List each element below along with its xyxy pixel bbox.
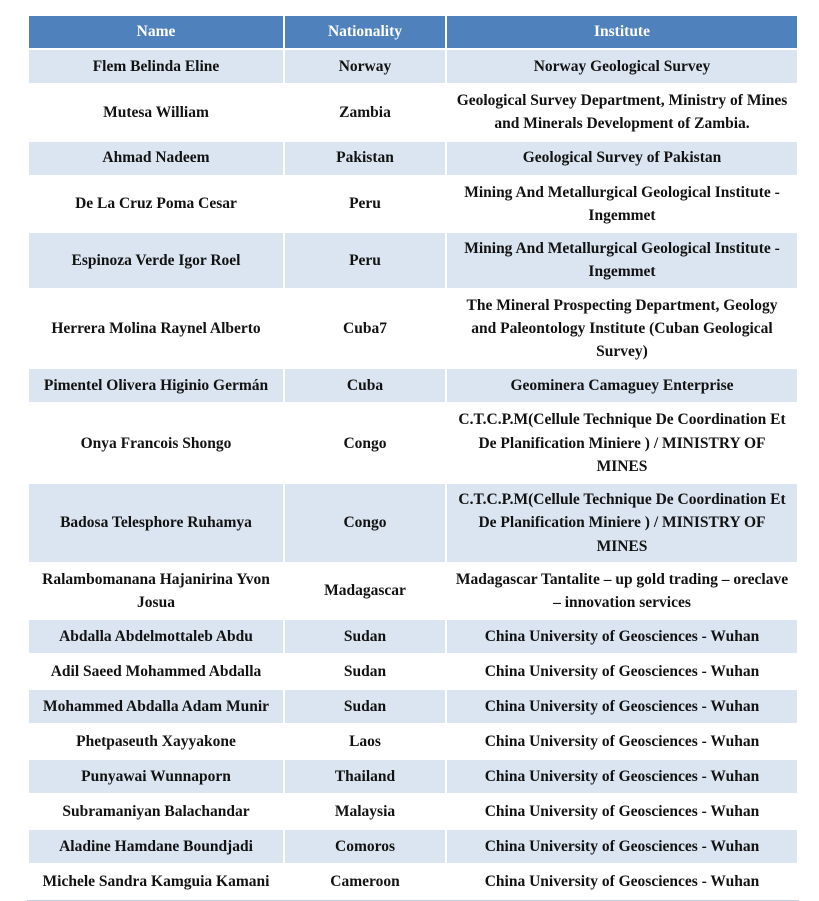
cell-name: Abdalla Abdelmottaleb Abdu — [29, 620, 283, 653]
cell-name: Aladine Hamdane Boundjadi — [29, 830, 283, 863]
table-row — [29, 655, 797, 688]
table-row — [29, 142, 797, 175]
cell-nationality: Thailand — [285, 760, 445, 793]
cell-name: Phetpaseuth Xayyakone — [29, 725, 283, 758]
cell-nationality: Madagascar — [285, 564, 445, 619]
table-row — [29, 233, 797, 288]
table-body — [29, 50, 797, 898]
table-row — [29, 484, 797, 562]
cell-institute: Geological Survey of Pakistan — [447, 142, 797, 175]
cell-name: Michele Sandra Kamguia Kamani — [29, 865, 283, 898]
cell-name: Adil Saeed Mohammed Abdalla — [29, 655, 283, 688]
cell-nationality: Peru — [285, 177, 445, 232]
cell-nationality: Cuba — [285, 369, 445, 402]
table-row — [29, 830, 797, 863]
table-row — [29, 690, 797, 723]
cell-institute: C.T.C.P.M(Cellule Technique De Coordination Et De Planification Miniere ) / MINISTRY OF MINES — [447, 404, 797, 482]
cell-institute: China University of Geosciences - Wuhan — [447, 655, 797, 688]
participants-table — [27, 14, 799, 901]
cell-nationality: Malaysia — [285, 795, 445, 828]
table-row — [29, 760, 797, 793]
cell-name: Espinoza Verde Igor Roel — [29, 233, 283, 288]
cell-institute: Mining And Metallurgical Geological Institute - Ingemmet — [447, 233, 797, 288]
table-row — [29, 177, 797, 232]
cell-institute: China University of Geosciences - Wuhan — [447, 725, 797, 758]
cell-nationality: Sudan — [285, 620, 445, 653]
cell-nationality: Laos — [285, 725, 445, 758]
cell-nationality: Cuba7 — [285, 290, 445, 368]
column-header-name: Name — [29, 16, 283, 48]
cell-institute: The Mineral Prospecting Department, Geology and Paleontology Institute (Cuban Geological Survey) — [447, 290, 797, 368]
cell-name: Flem Belinda Eline — [29, 50, 283, 83]
column-header-nationality: Nationality — [285, 16, 445, 48]
table-header — [29, 16, 797, 48]
cell-nationality: Congo — [285, 404, 445, 482]
cell-name: Herrera Molina Raynel Alberto — [29, 290, 283, 368]
table-row — [29, 290, 797, 368]
cell-name: De La Cruz Poma Cesar — [29, 177, 283, 232]
header-row — [29, 16, 797, 48]
cell-name: Mutesa William — [29, 85, 283, 140]
cell-name: Punyawai Wunnaporn — [29, 760, 283, 793]
table-row — [29, 564, 797, 619]
cell-name: Ahmad Nadeem — [29, 142, 283, 175]
table-row — [29, 85, 797, 140]
cell-nationality: Comoros — [285, 830, 445, 863]
cell-institute: China University of Geosciences - Wuhan — [447, 830, 797, 863]
table-row — [29, 620, 797, 653]
cell-name: Badosa Telesphore Ruhamya — [29, 484, 283, 562]
cell-nationality: Pakistan — [285, 142, 445, 175]
cell-nationality: Norway — [285, 50, 445, 83]
cell-institute: Norway Geological Survey — [447, 50, 797, 83]
table-row — [29, 865, 797, 898]
column-header-institute: Institute — [447, 16, 797, 48]
cell-institute: C.T.C.P.M(Cellule Technique De Coordination Et De Planification Miniere ) / MINISTRY OF MINES — [447, 484, 797, 562]
cell-institute: China University of Geosciences - Wuhan — [447, 795, 797, 828]
cell-nationality: Cameroon — [285, 865, 445, 898]
cell-name: Mohammed Abdalla Adam Munir — [29, 690, 283, 723]
table-row — [29, 50, 797, 83]
cell-name: Pimentel Olivera Higinio Germán — [29, 369, 283, 402]
cell-nationality: Zambia — [285, 85, 445, 140]
table-row — [29, 404, 797, 482]
cell-nationality: Sudan — [285, 655, 445, 688]
cell-institute: Mining And Metallurgical Geological Institute - Ingemmet — [447, 177, 797, 232]
cell-nationality: Sudan — [285, 690, 445, 723]
cell-nationality: Peru — [285, 233, 445, 288]
table-row — [29, 369, 797, 402]
cell-institute: Geominera Camaguey Enterprise — [447, 369, 797, 402]
cell-name: Ralambomanana Hajanirina Yvon Josua — [29, 564, 283, 619]
cell-institute: Geological Survey Department, Ministry of Mines and Minerals Development of Zambia. — [447, 85, 797, 140]
cell-name: Subramaniyan Balachandar — [29, 795, 283, 828]
cell-institute: China University of Geosciences - Wuhan — [447, 620, 797, 653]
cell-institute: China University of Geosciences - Wuhan — [447, 690, 797, 723]
cell-name: Onya Francois Shongo — [29, 404, 283, 482]
cell-nationality: Congo — [285, 484, 445, 562]
cell-institute: Madagascar Tantalite – up gold trading – oreclave – innovation services — [447, 564, 797, 619]
cell-institute: China University of Geosciences - Wuhan — [447, 865, 797, 898]
cell-institute: China University of Geosciences - Wuhan — [447, 760, 797, 793]
table-row — [29, 725, 797, 758]
table-row — [29, 795, 797, 828]
